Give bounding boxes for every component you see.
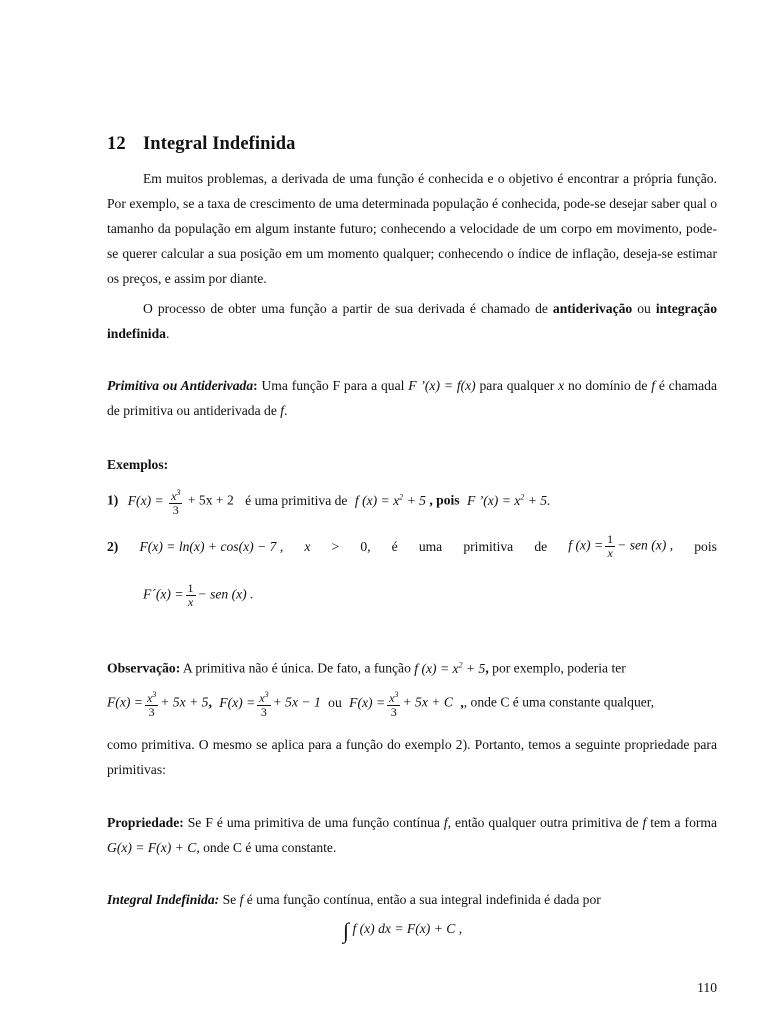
example-2-number: 2) [107,538,119,554]
example-1-fraction: $\frac{x^3}{3}$ [171,488,181,517]
indefinite-integral-label: Integral Indefinida: [107,892,220,907]
intro-paragraph-2: O processo de obter uma função a partir de sua derivada é chamado de antiderivação ou integração indefinida. [107,301,718,341]
observation-examples: F(x) = $\frac{x^3}{3}$ + 5x + 5, F(x) = $\frac{x^3}{3}$ + 5x − 1 ou F(x) = $\frac{x^3}{3}$ + 5x + C ,, onde C é uma constante qualquer, [107,690,655,719]
example-2-derivative-fraction: $\frac{1}{x}$ [187,581,194,609]
property-paragraph: Propriedade: Se F é uma primitiva de uma função contínua f, então qualquer outra primitiva de f tem a forma G(x) = F(x) + C, onde C é uma constante. [107,815,718,855]
term-antiderivacao: antiderivação [552,301,633,316]
example-2-derivative: F´(x) = $\frac{1}{x}$ − sen (x) . [143,581,254,609]
example-2: 2) F(x) = ln(x) + cos(x) − 7 , x > 0, é uma primitiva de f (x) = $\frac{1}{x}$ − sen (x) , pois [107,532,717,560]
term-integracao-indefinida: integração indefinida [107,301,718,341]
example-2-fraction: $\frac{1}{x}$ [607,532,614,560]
property-label: Propriedade: [107,815,184,830]
section-number: 12 [107,134,126,154]
definition-label: Primitiva ou Antiderivada [107,378,254,393]
definition-paragraph: Primitiva ou Antiderivada: Uma função F para a qual F ’(x) = f(x) para qualquer x no domínio de f é chamada de primitiva ou antiderivada de f. [107,378,717,418]
section-title: Integral Indefinida [143,134,296,154]
section-heading [107,134,296,155]
example-1-number: 1) [107,492,119,508]
page-number: 110 [697,980,717,995]
indefinite-integral-paragraph: Integral Indefinida: Se f é uma função contínua, então a sua integral indefinida é dada por [107,892,601,907]
examples-title: Exemplos: [107,457,169,472]
observation-label: Observação: [107,660,181,676]
example-1: 1) F(x) = $\frac{x^3}{3}$ + 5x + 2 é uma primitiva de f $(x) = x^2 + 5$ , pois F ’(x) = $x^2 + 5$. [107,488,551,517]
integral-sign: ∫ [343,918,350,943]
observation-line-2: como primitiva. O mesmo se aplica para a função do exemplo 2). Portanto, temos a seguinte propriedade para primitivas: [107,737,717,777]
intro-paragraph-1: Em muitos problemas, a derivada de uma função é conhecida e o objetivo é encontrar a própria função. Por exemplo, se a taxa de crescimento de uma determinada população é conhecida, pode-se desejar saber qual o tamanho da população em algum instante futuro; conhecendo a velocidade de um corpo em movimento, pode-se querer calcular a sua posição em um momento qualquer; conhecendo o índice de inflação, deseja-se estimar os preços, e assim por diante. [107,171,717,286]
observation-line-1: Observação: A primitiva não é única. De fato, a função f $(x) = x^2 + 5$, por exemplo, poderia ter [107,660,626,676]
indefinite-integral-formula: ∫ f (x) dx = F(x) + C , [343,918,463,943]
